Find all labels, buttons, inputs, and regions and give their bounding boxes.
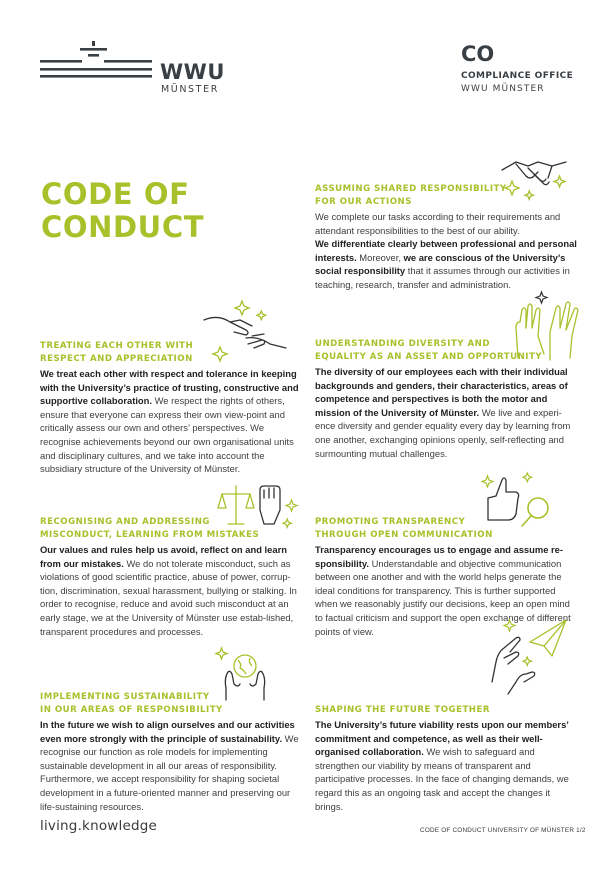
paper-plane-icon (486, 612, 572, 704)
section-future (315, 704, 577, 813)
body-bold: we are conscious of the University’s social responsibility (315, 251, 566, 277)
compliance-office-logo (461, 44, 601, 100)
wwu-logo (40, 38, 230, 100)
section-body (315, 365, 577, 460)
body-bold: Transparency encourages us to engage and assume re-sponsibility. (315, 544, 564, 569)
section-heading (40, 340, 302, 366)
heading-line: IMPLEMENTING SUSTAINABILITY (40, 692, 210, 702)
body-text: We respect the rights of others, ensure that everyone can express their own view-point and critically assess our own and others’ perspectives. We recognise achievements beyond our own organisational units and disciplinary cultures, and we take into account the subsidiary structure of the University of Münster. (40, 395, 294, 475)
heading-line: UNDERSTANDING DIVERSITY AND (315, 339, 490, 349)
section-body (40, 543, 302, 638)
section-heading (315, 516, 577, 542)
heading-line: RESPECT AND APPRECIATION (40, 354, 193, 364)
body-bold: Our values and rules help us avoid, reflect on and learn from our mistakes. (40, 544, 287, 569)
section-body (40, 718, 302, 813)
section-body (315, 210, 577, 292)
body-text: Moreover, (356, 251, 404, 263)
page-title-line-2: CONDUCT (41, 210, 205, 244)
heading-line: RECOGNISING AND ADDRESSING (40, 517, 210, 527)
co-line-1: COMPLIANCE OFFICE (461, 71, 574, 81)
co-mark: CO (461, 42, 495, 66)
heading-line: TREATING EACH OTHER WITH (40, 341, 194, 351)
page-title-line-1: CODE OF (41, 177, 190, 211)
page-title (41, 178, 281, 244)
wwu-building-icon (40, 38, 155, 80)
body-text: Understandable and objective communication between one another and with the world helps generate the ideal conditions for transparency. This is further supported when we reasonably justify our decisions, keep an open mind to factual criticism and support the open exchange of different points of view. (315, 557, 571, 637)
body-bold: We differentiate clearly between professional and personal interests. (315, 238, 577, 263)
heading-line: THROUGH OPEN COMMUNICATION (315, 530, 493, 540)
heading-line: ASSUMING SHARED RESPONSIBILITY (315, 184, 507, 194)
section-misconduct (40, 516, 302, 638)
heading-line: SHAPING THE FUTURE TOGETHER (315, 705, 490, 715)
footer-page-label: CODE OF CONDUCT UNIVERSITY OF MÜNSTER 1/2 (420, 827, 586, 834)
body-text: We do not tolerate misconduct, such as violations of good scientific practice, abuse of power, corrup-tion, discrimination, sexual harassment, bullying or stalking. In order to recognise, reduce and avoid such misconduct at an early stage, we at the University of Münster use estab-lished, transparent procedures and processes. (40, 557, 297, 637)
section-respect (40, 340, 302, 476)
section-sustainability (40, 691, 302, 813)
section-heading (315, 704, 577, 717)
heading-line: EQUALITY AS AN ASSET AND OPPORTUNITY (315, 352, 543, 362)
footer-tagline: living.knowledge (40, 818, 158, 834)
body-text: We live and experi-ence diversity and gender equality every day by learning from one another, exchanging opinions openly, self-reflecting and surmounting mutual challenges. (315, 406, 571, 459)
section-heading (315, 338, 577, 364)
wwu-logo-sub: MÜNSTER (161, 84, 219, 95)
body-bold: The diversity of our employees each with their individual backgrounds and genders, their characteristics, areas of competence and perspectives is both the motor and mission of the University of Münster. (315, 366, 568, 418)
body-bold: The University’s future viability rests upon our members’ commitment and competence, as well as their well-organised collaboration. (315, 719, 569, 758)
body-bold: In the future we wish to align ourselves and our activities even more strongly with the principle of sustainability. (40, 719, 295, 744)
co-line-2: WWU MÜNSTER (461, 84, 545, 94)
section-heading (315, 183, 577, 209)
heading-line: PROMOTING TRANSPARENCY (315, 517, 466, 527)
wwu-logo-text: WWU (160, 60, 225, 84)
body-text: We complete our tasks according to their requirements and attendant responsibilities to the best of our ability. (315, 211, 561, 236)
section-heading (40, 516, 302, 542)
heading-line: MISCONDUCT, LEARNING FROM MISTAKES (40, 530, 260, 540)
heading-line: IN OUR AREAS OF RESPONSIBILITY (40, 705, 223, 715)
section-heading (40, 691, 302, 717)
body-text: We recognise our function as role models for implementing sustainable development in all our areas of responsibility. Furthermore, we accept responsibility for shaping societal development in a future-oriented manner and preserving our life-sustaining resources. (40, 732, 299, 812)
heading-line: FOR OUR ACTIONS (315, 197, 412, 207)
section-responsibility (315, 183, 577, 292)
body-bold: We treat each other with respect and tolerance in keeping with the University’s practice of trusting, constructive and supportive collaboration. (40, 368, 299, 407)
section-body (315, 718, 577, 813)
section-body (40, 367, 302, 476)
body-text: that it assumes through our activities in teaching, research, transfer and administration. (315, 265, 570, 290)
body-text: We wish to safeguard and strengthen our viability by means of transparent and participative processes. In the face of changing demands, we regard this as an ongoing task and accept the changes it brings. (315, 746, 569, 812)
section-diversity (315, 338, 577, 460)
